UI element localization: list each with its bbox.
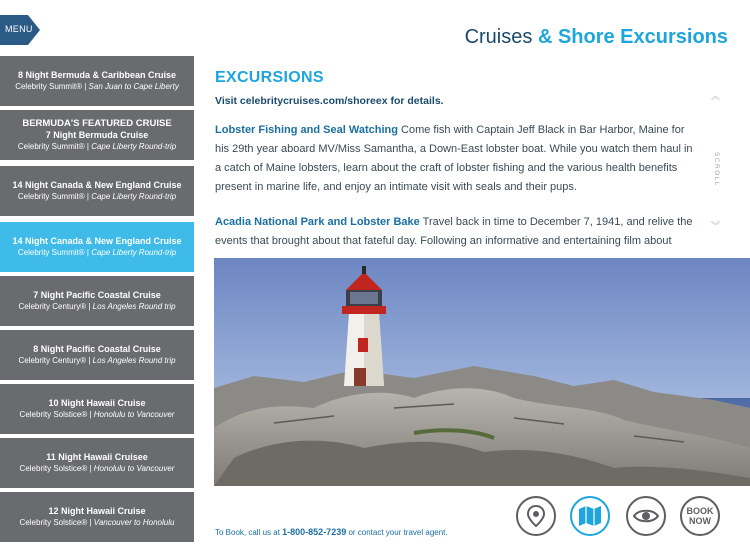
location-pin-icon (526, 505, 546, 527)
cruise-title: 11 Night Hawaii Cruisee (46, 452, 148, 462)
cruise-subtitle (0, 81, 194, 92)
menu-button[interactable] (0, 15, 40, 45)
cruise-item[interactable] (0, 330, 194, 382)
cruise-item[interactable] (0, 166, 194, 218)
lighthouse-photo (214, 258, 750, 486)
cruise-item[interactable] (0, 276, 194, 328)
page-title (465, 26, 728, 49)
scroll-indicator[interactable] (708, 92, 726, 234)
cruise-ship: Celebrity Solstice® | (19, 518, 92, 527)
cruise-route: Los Angeles Round trip (92, 356, 176, 365)
cruise-title: 8 Night Pacific Coastal Cruise (33, 344, 161, 354)
cruise-subtitle (0, 355, 194, 366)
excursion-item (215, 121, 695, 197)
cruise-route: Cape Liberty Round-trip (91, 142, 177, 151)
cruise-item[interactable] (0, 384, 194, 436)
cruise-ship: Celebrity Summit® | (17, 248, 89, 257)
cruise-route: Vancouver to Honolulu (93, 518, 175, 527)
excursion-body: Come fish with Captain Jeff Black in Bar Harbor, Maine for his 29th year aboard MV/Miss Samantha, a Down-East lobster boat. While you watch them haul in a catch of Maine lobsters, learn about the craft of lobster fishing and the various health benefits present in marine life, and enjoy an intimate visit with seals and their pups. (215, 124, 693, 193)
booking-suffix: or contact your travel agent. (346, 528, 448, 537)
featured-label: BERMUDA'S FEATURED CRUISE (22, 118, 172, 129)
cruise-title: 7 Night Pacific Coastal Cruise (33, 290, 161, 300)
cruise-subtitle (0, 191, 194, 202)
cruise-item[interactable] (0, 492, 194, 544)
map-button[interactable] (570, 496, 610, 536)
view-button[interactable] (626, 496, 666, 536)
booking-info (215, 527, 448, 537)
cruise-ship: Celebrity Solstice® | (19, 464, 92, 473)
cruise-title: 12 Night Hawaii Cruise (48, 506, 146, 516)
cruise-item-featured[interactable] (0, 110, 194, 162)
cruise-title: 8 Night Bermuda & Caribbean Cruise (17, 70, 177, 80)
menu-label: MENU (5, 24, 33, 34)
cruise-title: 7 Night Bermuda Cruise (45, 130, 149, 140)
cruise-item-active[interactable] (0, 222, 194, 274)
excursion-title[interactable]: Acadia National Park and Lobster Bake (215, 216, 420, 228)
cruise-route: Los Angeles Round trip (92, 302, 176, 311)
cruise-subtitle (0, 141, 194, 152)
cruise-title: 14 Night Canada & New England Cruise (12, 180, 182, 190)
cruise-subtitle (0, 247, 194, 258)
title-main: Cruises (464, 26, 538, 48)
cruise-subtitle (0, 409, 194, 420)
eye-icon (633, 508, 659, 524)
cruise-ship: Celebrity Summit® | (17, 142, 89, 151)
cruise-title: 14 Night Canada & New England Cruise (12, 236, 182, 246)
section-title: EXCURSIONS (215, 69, 324, 86)
cruise-subtitle (0, 517, 194, 528)
cruise-sidebar (0, 56, 194, 548)
cruise-item[interactable] (0, 56, 194, 108)
cruise-subtitle (0, 463, 194, 474)
booking-prefix: To Book, call us at (215, 528, 283, 537)
cruise-ship: Celebrity Century® | (18, 302, 91, 311)
cruise-subtitle (0, 301, 194, 312)
booking-phone[interactable]: 1-800-852-7239 (282, 527, 347, 537)
cruise-route: Cape Liberty Round-trip (91, 248, 177, 257)
cruise-ship: Celebrity Summit® | (15, 82, 87, 91)
lighthouse-image (214, 258, 750, 486)
book-now-line1: BOOK (686, 506, 714, 516)
scroll-up-icon[interactable]: ︽ (711, 91, 721, 101)
cruise-title: 10 Night Hawaii Cruise (48, 398, 146, 408)
cruise-ship: Celebrity Solstice® | (19, 410, 92, 419)
cruise-route: Honolulu to Vancouver (93, 464, 175, 473)
title-accent: & Shore Excursions (537, 26, 728, 48)
scroll-down-icon[interactable]: ︾ (711, 221, 721, 231)
cruise-item[interactable] (0, 438, 194, 490)
excursion-item (215, 213, 695, 251)
map-icon (578, 505, 602, 527)
book-now-label (687, 506, 714, 526)
excursion-title[interactable]: Lobster Fishing and Seal Watching (215, 124, 398, 136)
book-now-button[interactable] (680, 496, 720, 536)
cruise-ship: Celebrity Century® | (18, 356, 91, 365)
book-now-line2: NOW (689, 516, 711, 526)
cruise-route: Honolulu to Vancouver (93, 410, 175, 419)
scroll-label: SCROLL (713, 152, 720, 188)
excursion-body: Travel back in time to December 7, 1941, and relive the events that brought about that fateful day. Following an informative and entertaining film about (215, 216, 693, 247)
cruise-route: Cape Liberty Round-trip (91, 192, 177, 201)
cruise-route: San Juan to Cape Liberty (88, 82, 179, 91)
cruise-ship: Celebrity Summit® | (17, 192, 89, 201)
shoreex-link[interactable]: Visit celebritycruises.com/shoreex for details. (215, 95, 444, 107)
location-button[interactable] (516, 496, 556, 536)
